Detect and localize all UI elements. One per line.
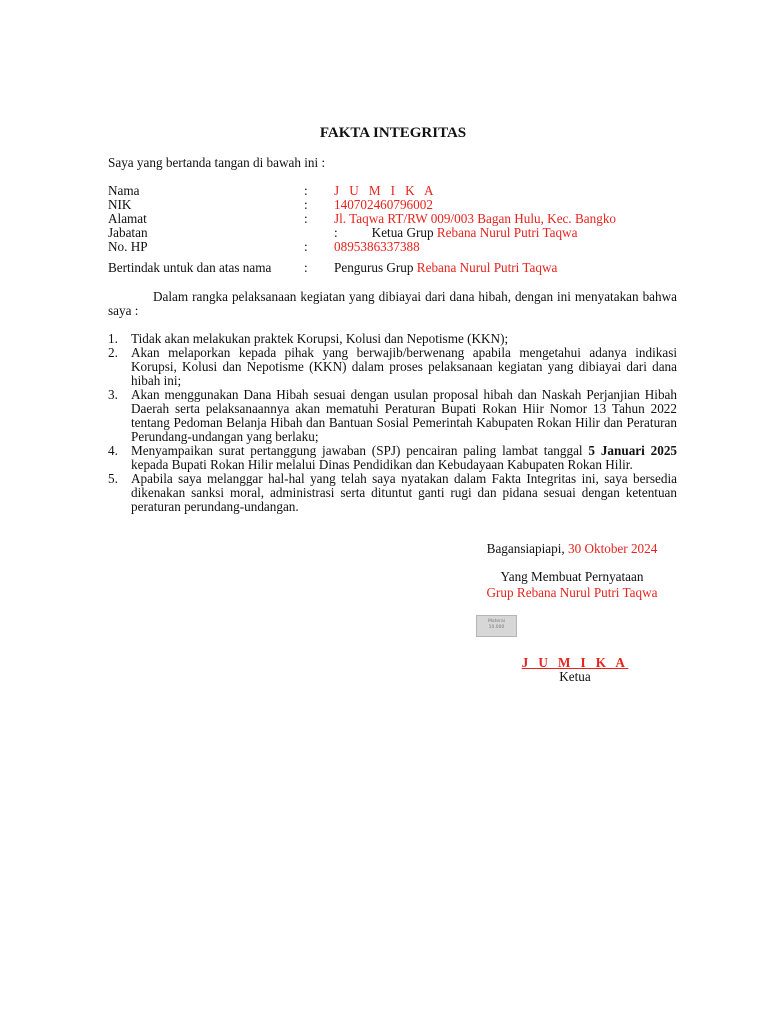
item-number: 4. bbox=[108, 443, 118, 458]
list-item bbox=[108, 388, 677, 444]
nik-label: NIK bbox=[108, 197, 132, 212]
jabatan-value bbox=[334, 226, 577, 240]
hp-colon: : bbox=[304, 239, 308, 254]
alamat-label: Alamat bbox=[108, 211, 147, 226]
maker-label: Yang Membuat Pernyataan bbox=[500, 569, 644, 584]
list-item bbox=[108, 444, 677, 472]
acting-colon: : bbox=[304, 260, 308, 275]
place-date bbox=[467, 542, 677, 556]
statement-paragraph bbox=[108, 290, 677, 318]
list-item bbox=[108, 332, 677, 346]
jabatan-prefix: Ketua Grup bbox=[371, 225, 434, 240]
jabatan-label: Jabatan bbox=[108, 225, 148, 240]
acting-prefix: Pengurus Grup bbox=[334, 260, 414, 275]
hp-value: 0895386337388 bbox=[334, 239, 420, 254]
stamp-line2: 10.000 bbox=[488, 625, 505, 630]
item-text: Apabila saya melanggar hal-hal yang telah saya nyatakan dalam Fakta Integritas ini, saya bersedia dikenakan sanksi moral, administrasi serta dituntut ganti rugi dan pidana sesuai dengan ketentuan peraturan perundang-undangan. bbox=[131, 471, 677, 514]
acting-value bbox=[334, 261, 557, 275]
list-item bbox=[108, 346, 677, 388]
nama-value: J U M I K A bbox=[334, 183, 437, 198]
item-number: 2. bbox=[108, 345, 118, 360]
nik-colon: : bbox=[304, 197, 308, 212]
document-title: FAKTA INTEGRITAS bbox=[319, 125, 467, 141]
signer-name: J U M I K A bbox=[521, 655, 629, 670]
item-text: Akan menggunakan Dana Hibah sesuai dengan usulan proposal hibah dan Naskah Perjanjian Hibah Daerah serta pelaksanaannya akan mematuhi Peraturan Bupati Rokan Hiir Nomor 13 Tahun 2022 tentang Pedoman Belanja Hibah dan Bantuan Sosial Pemerintah Kabupaten Rokan Hilir dan Peraturan Perundang-undangan yang berlaku; bbox=[131, 387, 677, 444]
statement-text: Dalam rangka pelaksanaan kegiatan yang dibiayai dari dana hibah, dengan ini menyatakan bahwa saya : bbox=[108, 289, 677, 318]
sign-date: 30 Oktober 2024 bbox=[567, 541, 658, 556]
item-number: 5. bbox=[108, 471, 118, 486]
jabatan-colon: : bbox=[334, 225, 338, 240]
signer-role: Ketua bbox=[559, 669, 591, 684]
commitment-list bbox=[108, 332, 677, 514]
acting-label: Bertindak untuk dan atas nama bbox=[108, 260, 272, 275]
item-number: 3. bbox=[108, 387, 118, 402]
item-text: Akan melaporkan kepada pihak yang berwajib/berwenang apabila mengetahui adanya indikasi Korupsi, Kolusi dan Nepotisme (KKN) dalam proses pelaksanaan kegiatan yang dibiayai dari dana hibah ini; bbox=[131, 345, 677, 388]
item-text-before: Menyampaikan surat pertanggung jawaban (SPJ) pencairan paling lambat tanggal bbox=[131, 443, 583, 458]
nama-colon: : bbox=[304, 183, 308, 198]
stamp-line1: Materai bbox=[487, 619, 506, 624]
materai-stamp bbox=[476, 615, 517, 637]
nik-value: 140702460796002 bbox=[334, 197, 433, 212]
maker-group: Grup Rebana Nurul Putri Taqwa bbox=[486, 585, 658, 600]
place: Bagansiapiapi, bbox=[486, 541, 565, 556]
spj-deadline-date: 5 Januari 2025 bbox=[588, 443, 678, 458]
list-item bbox=[108, 472, 677, 514]
item-text-after: kepada Bupati Rokan Hilir melalui Dinas Pendidikan dan Kebudayaan Kabupaten Rokan Hilir. bbox=[131, 457, 633, 472]
jabatan-group: Rebana Nurul Putri Taqwa bbox=[436, 225, 578, 240]
hp-label: No. HP bbox=[108, 239, 148, 254]
item-number: 1. bbox=[108, 331, 118, 346]
nama-label: Nama bbox=[108, 183, 140, 198]
acting-group: Rebana Nurul Putri Taqwa bbox=[416, 260, 558, 275]
item-text: Tidak akan melakukan praktek Korupsi, Kolusi dan Nepotisme (KKN); bbox=[131, 331, 509, 346]
alamat-colon: : bbox=[304, 211, 308, 226]
intro-line: Saya yang bertanda tangan di bawah ini : bbox=[108, 155, 326, 170]
alamat-value: Jl. Taqwa RT/RW 009/003 Bagan Hulu, Kec. Bangko bbox=[334, 211, 617, 226]
